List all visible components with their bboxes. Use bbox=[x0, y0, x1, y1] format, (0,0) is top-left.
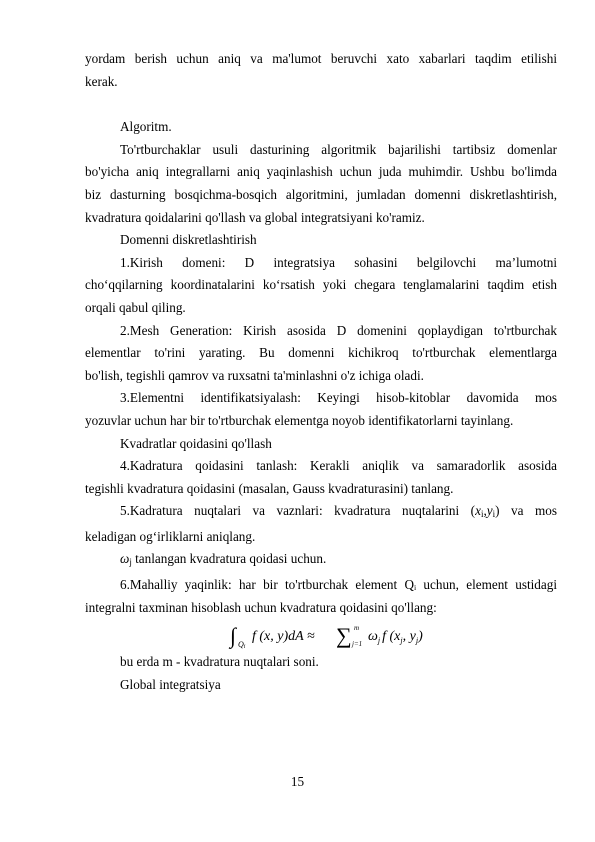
paragraph-line: 6.Mahalliy yaqinlik: har bir to'rtburchak element Qᵢ uchun, element ustidagi bbox=[120, 577, 557, 593]
paragraph-line: kerak. bbox=[85, 73, 118, 89]
paragraph-line: 2.Mesh Generation: Kirish asosida D domenini qoplaydigan to'rtburchak bbox=[120, 322, 557, 338]
math-subscript: j bbox=[129, 557, 132, 568]
rhs-y-sub: j bbox=[415, 636, 419, 646]
sum-lower: j=1 bbox=[352, 640, 363, 649]
paragraph-line: keladigan og‘irliklarni aniqlang. bbox=[85, 528, 256, 544]
paragraph-line bbox=[85, 500, 557, 526]
paragraph-line: 1.Kirish domeni: D integratsiya sohasini belgilovchi ma’lumotni bbox=[120, 254, 557, 270]
paragraph-line: 4.Kadratura qoidasini tanlash: Kerakli aniqlik va samaradorlik asosida bbox=[120, 458, 557, 474]
section-heading-global: Global integratsiya bbox=[120, 676, 221, 692]
text-run: 5.Kadratura nuqtalari va vaznlari: kvadratura nuqtalarini ( bbox=[120, 503, 476, 519]
formula-rhs bbox=[368, 629, 423, 645]
sub-q: Q bbox=[238, 640, 244, 650]
paragraph-line: 3.Elementni identifikatsiyalash: Keyingi hisob-kitoblar davomida mos bbox=[120, 390, 557, 406]
paragraph-line: bo'lish, tegishli qamrov va ruxsatni ta'minlashni o'z ichiga oladi. bbox=[85, 367, 424, 383]
rhs-comma-y: , y bbox=[402, 629, 416, 645]
paragraph-line: cho‘qqilarning koordinatalarini ko‘rsatish yoki chegara tenglamalarini taqdim etish bbox=[85, 277, 557, 293]
math-subscript: i bbox=[492, 509, 496, 520]
math-subscript: i bbox=[480, 509, 484, 520]
paragraph-line: kvadratura qoidalarini qo'llash va global integratsiyani ko'ramiz. bbox=[85, 209, 425, 225]
text-run: tanlangan kvadratura qoidasi uchun. bbox=[131, 551, 327, 567]
math-comma: , bbox=[483, 503, 487, 519]
rhs-close: ) bbox=[418, 629, 423, 645]
rhs-omega: ω bbox=[368, 629, 378, 645]
page-number: 15 bbox=[290, 774, 305, 789]
paragraph-line: orqali qabul qiling. bbox=[85, 299, 186, 315]
paragraph-line: To'rtburchaklar usuli dasturining algoritmik bajarilishi tartibsiz domenlar bbox=[120, 141, 557, 157]
rhs-f: f (x bbox=[382, 629, 401, 645]
sum-sign: ∑ bbox=[336, 623, 352, 649]
math-x: x bbox=[475, 503, 481, 519]
section-heading-quadrature: Kvadratlar qoidasini qo'llash bbox=[120, 435, 272, 451]
paragraph-line: yordam berish uchun aniq va ma'lumot beruvchi xato xabarlari taqdim etilishi bbox=[85, 51, 557, 66]
paragraph-line bbox=[85, 548, 557, 574]
section-heading-algoritm: Algoritm. bbox=[120, 119, 172, 135]
paragraph-line: elementlar to'rini yarating. Bu domenni kichikroq to'rtburchak elementlarga bbox=[85, 345, 557, 361]
paragraph-line: biz dasturning bosqichma-bosqich algoritmini, jumladan domenni diskretlashtirish, bbox=[85, 186, 557, 202]
rhs-x-sub: j bbox=[400, 636, 403, 646]
paragraph-line: yozuvlar uchun har bir to'rtburchak elementga noyob identifikatorlarni tayinlang. bbox=[85, 412, 514, 428]
math-y: y bbox=[486, 503, 493, 519]
sub-i: i bbox=[243, 644, 246, 651]
sum-upper: m bbox=[354, 624, 360, 633]
paragraph-line: bu erda m - kvadratura nuqtalari soni. bbox=[120, 654, 319, 670]
paragraph-line: bo'yicha aniq integrallarni aniq yaqinlashish uchun juda muhimdir. Ushbu bo'limda bbox=[85, 164, 557, 180]
integral-sign: ∫ bbox=[230, 623, 237, 649]
math-omega: ω bbox=[120, 551, 130, 567]
formula-lhs: f (x, y)dA ≈ bbox=[252, 629, 315, 645]
quadrature-formula bbox=[85, 619, 557, 651]
text-run: ) va mos bbox=[495, 503, 557, 519]
section-heading-domain: Domenni diskretlashtirish bbox=[120, 232, 257, 248]
formula-svg bbox=[228, 619, 468, 651]
rhs-omega-sub: j bbox=[377, 636, 381, 646]
spacer bbox=[85, 93, 557, 116]
integral-subscript bbox=[238, 640, 246, 650]
document-page bbox=[85, 48, 557, 696]
paragraph-line: integralni taxminan hisoblash uchun kvadratura qoidasini qo'llang: bbox=[85, 599, 437, 615]
paragraph-line: tegishli kvadratura qoidasini (masalan, Gauss kvadraturasini) tanlang. bbox=[85, 480, 454, 496]
